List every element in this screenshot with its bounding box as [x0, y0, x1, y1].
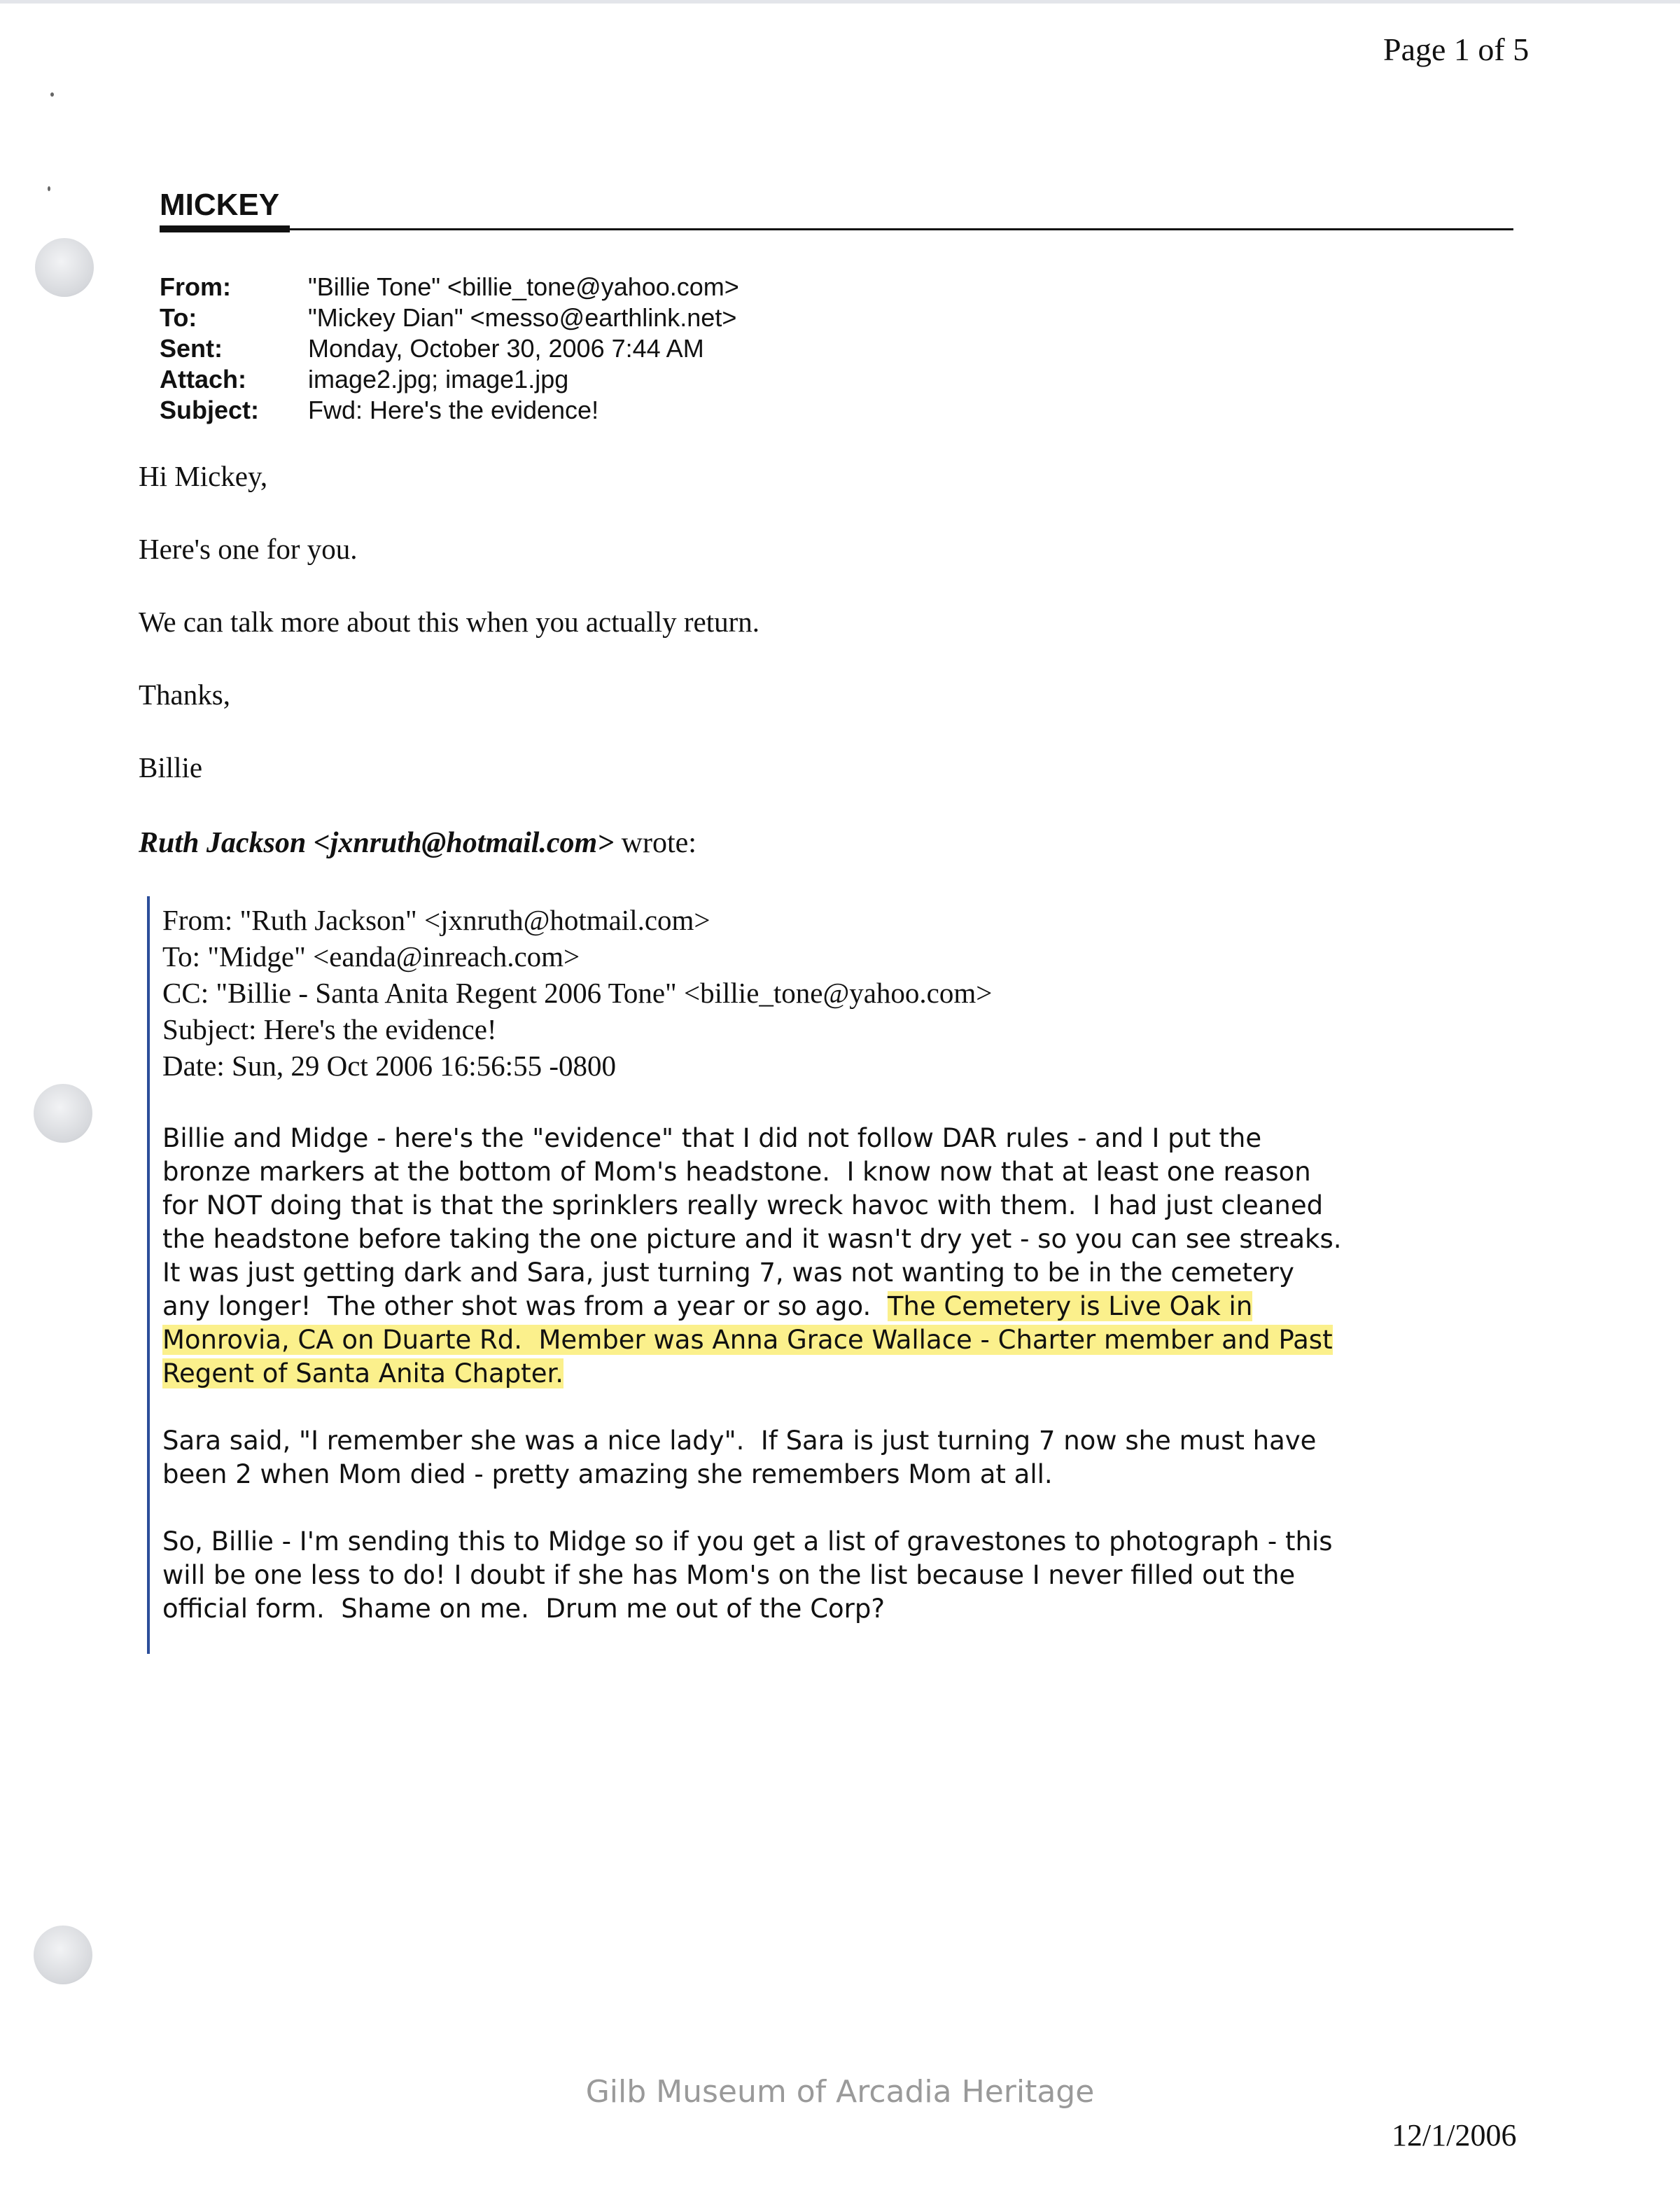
quoted-line: [162, 1357, 1341, 1391]
header-value: Fwd: Here's the evidence!: [308, 396, 599, 424]
header-value: "Billie Tone" <billie_tone@yahoo.com>: [308, 272, 739, 301]
binder-hole-top: [35, 238, 94, 297]
header-value: image2.jpg; image1.jpg: [308, 365, 569, 394]
print-date: 12/1/2006: [1392, 2118, 1517, 2152]
body-line: We can talk more about this when you actually return.: [139, 606, 760, 638]
museum-watermark: Gilb Museum of Arcadia Heritage: [585, 2074, 1095, 2110]
quoted-header-line: From: "Ruth Jackson" <jxnruth@hotmail.com>: [162, 904, 710, 936]
title-rule: [160, 228, 1513, 230]
quoted-line: It was just getting dark and Sara, just turning 7, was not wanting to be in the cemetery: [162, 1258, 1294, 1288]
signature: Billie: [139, 751, 203, 784]
binder-hole-bottom: [34, 1926, 92, 1984]
body-line: Here's one for you.: [139, 533, 358, 565]
scan-speck: [48, 186, 50, 191]
header-row-to: [160, 302, 739, 333]
quoted-header-line: CC: "Billie - Santa Anita Regent 2006 Tone" <billie_tone@yahoo.com>: [162, 977, 993, 1009]
header-row-attach: [160, 364, 739, 395]
header-label: From:: [160, 272, 231, 301]
header-label: Sent:: [160, 334, 223, 363]
document-title: MICKEY: [160, 188, 280, 222]
header-value: Monday, October 30, 2006 7:44 AM: [308, 334, 704, 363]
quoted-line: bronze markers at the bottom of Mom's headstone. I know now that at least one reason: [162, 1157, 1311, 1187]
binder-hole-middle: [34, 1084, 92, 1143]
quote-sender: Ruth Jackson <jxnruth@hotmail.com>: [139, 827, 615, 859]
quoted-line: the headstone before taking the one picture and it wasn't dry yet - so you can see streaks.: [162, 1224, 1342, 1254]
quote-suffix: wrote:: [614, 827, 696, 859]
quote-bar: [147, 896, 150, 1654]
quoted-line: [162, 1290, 1341, 1323]
quoted-header-line: Subject: Here's the evidence!: [162, 1013, 497, 1045]
quoted-line: official form. Shame on me. Drum me out of the Corp?: [162, 1594, 886, 1624]
highlighted-text: Regent of Santa Anita Chapter.: [162, 1358, 564, 1388]
header-label: Attach:: [160, 365, 246, 394]
quoted-text: any longer! The other shot was from a year or so ago.: [162, 1291, 888, 1321]
quoted-paragraph-3: [162, 1525, 1333, 1626]
page-number: Page 1 of 5: [1383, 32, 1530, 67]
closing: Thanks,: [139, 678, 230, 711]
quoted-header-line: Date: Sun, 29 Oct 2006 16:56:55 -0800: [162, 1050, 616, 1082]
email-header: [160, 272, 739, 426]
quoted-paragraph-2: [162, 1424, 1316, 1491]
quoted-line: been 2 when Mom died - pretty amazing she remembers Mom at all.: [162, 1459, 1053, 1489]
header-label: Subject:: [160, 396, 260, 424]
header-row-sent: [160, 333, 739, 364]
quoted-header: [162, 902, 992, 1084]
highlighted-text: The Cemetery is Live Oak in: [887, 1291, 1253, 1321]
scan-top-edge: [0, 0, 1680, 4]
quoted-paragraph-1: [162, 1122, 1341, 1391]
quoted-line: for NOT doing that is that the sprinklers really wreck havoc with them. I had just cleaned: [162, 1190, 1324, 1220]
quoted-line: Sara said, "I remember she was a nice lady". If Sara is just turning 7 now she must have: [162, 1426, 1317, 1456]
quoted-line: will be one less to do! I doubt if she has Mom's on the list because I never filled out the: [162, 1560, 1296, 1590]
quote-attribution: [139, 826, 696, 860]
header-row-from: [160, 272, 739, 302]
quoted-header-line: To: "Midge" <eanda@inreach.com>: [162, 940, 580, 973]
greeting: Hi Mickey,: [139, 460, 268, 492]
quoted-line: So, Billie - I'm sending this to Midge so if you get a list of gravestones to photograph - this: [162, 1526, 1333, 1557]
highlighted-text: Monrovia, CA on Duarte Rd. Member was Anna Grace Wallace - Charter member and Past: [162, 1325, 1333, 1355]
quoted-line: Billie and Midge - here's the "evidence" that I did not follow DAR rules - and I put the: [162, 1123, 1262, 1153]
header-value: "Mickey Dian" <messo@earthlink.net>: [308, 303, 737, 332]
scan-speck: [50, 92, 54, 97]
header-label: To:: [160, 303, 197, 332]
header-row-subject: [160, 395, 739, 426]
quoted-line: [162, 1323, 1341, 1357]
